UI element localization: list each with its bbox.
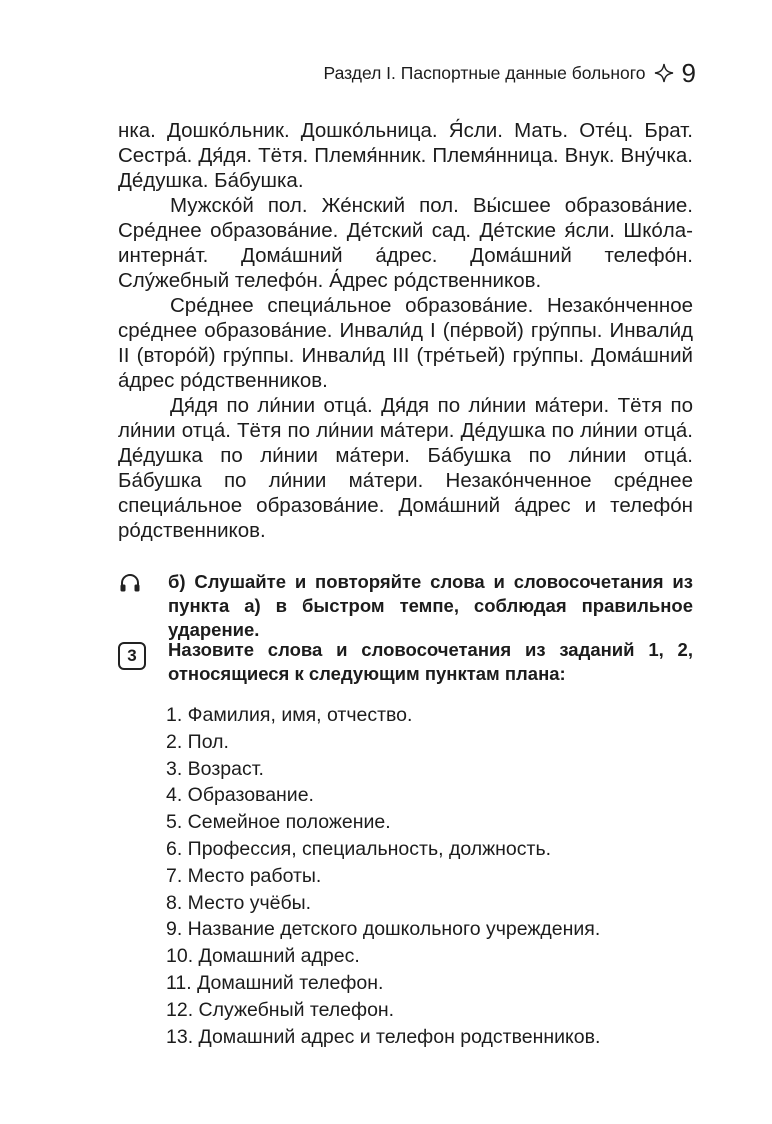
list-item: 5. Семейное положение. (166, 811, 391, 834)
star-icon (654, 63, 674, 83)
list-item: 13. Домашний адрес и телефон родственников. (166, 1025, 601, 1048)
list-item: 6. Профессия, специальность, должность. (166, 837, 552, 860)
running-header (118, 56, 696, 90)
plan-list (166, 702, 600, 1050)
paragraph: Мужско́й пол. Же́нский пол. Вы́сшее образова́ние. Сре́днее образова́ние. Де́тский сад. Де́тские я́сли. Шко́ла-интерна́т. Дома́шний а́дрес. Дома́шний телефо́н. Слу́жебный телефо́н. А́дрес ро́дственников. (118, 194, 693, 292)
paragraph: Сре́днее специа́льное образова́ние. Незако́нченное сре́днее образова́ние. Инвали́д I (пе́рвой) гру́ппы. Инвали́д II (второ́й) гру́ппы. Инвали́д III (тре́тьей) гру́ппы. Дома́шний а́дрес ро́дственников. (118, 294, 693, 392)
vocabulary-text (118, 118, 693, 543)
list-item: 9. Название детского дошкольного учреждения. (166, 918, 601, 941)
task-number-badge: 3 (118, 642, 146, 670)
paragraph: нка. Дошко́льник. Дошко́льница. Я́сли. Мать. Оте́ц. Брат. Сестра́. Дя́дя. Тётя. Племя́нник. Племя́нница. Внук. Вну́чка. Де́душка. Ба́бушка. (118, 119, 693, 192)
task-3 (118, 638, 693, 686)
headphones-icon (118, 572, 142, 594)
list-item: 1. Фамилия, имя, отчество. (166, 704, 413, 726)
list-item: 10. Домашний адрес. (166, 945, 360, 968)
list-item: 8. Место учёбы. (166, 891, 312, 914)
list-item: 12. Служебный телефон. (166, 998, 395, 1021)
section-title: Раздел I. Паспортные данные больного (323, 62, 646, 83)
list-item: 2. Пол. (166, 730, 229, 753)
list-item: 4. Образование. (166, 784, 314, 807)
list-item: 7. Место работы. (166, 864, 322, 887)
list-item: 11. Домашний телефон. (166, 971, 384, 994)
task-3-instruction: Назовите слова и словосочетания из заданий 1, 2, относящиеся к следующим пунктам плана: (168, 639, 693, 684)
task-b (118, 570, 693, 642)
paragraph: Дя́дя по ли́нии отца́. Дя́дя по ли́нии ма́тери. Тётя по ли́нии отца́. Тётя по ли́нии ма́тери. Де́душка по ли́нии отца́. Де́душка по ли́нии ма́тери. Ба́бушка по ли́нии отца́. Ба́бушка по ли́нии ма́тери. Незако́нченное сре́днее специа́льное образова́ние. Дома́шний а́дрес и телефо́н ро́дственников. (118, 394, 693, 542)
page-number: 9 (681, 58, 696, 88)
task-b-instruction: б) Слушайте и повторяйте слова и словосочетания из пункта а) в быстром темпе, соблюдая правильное ударение. (168, 571, 693, 640)
list-item: 3. Возраст. (166, 757, 264, 780)
